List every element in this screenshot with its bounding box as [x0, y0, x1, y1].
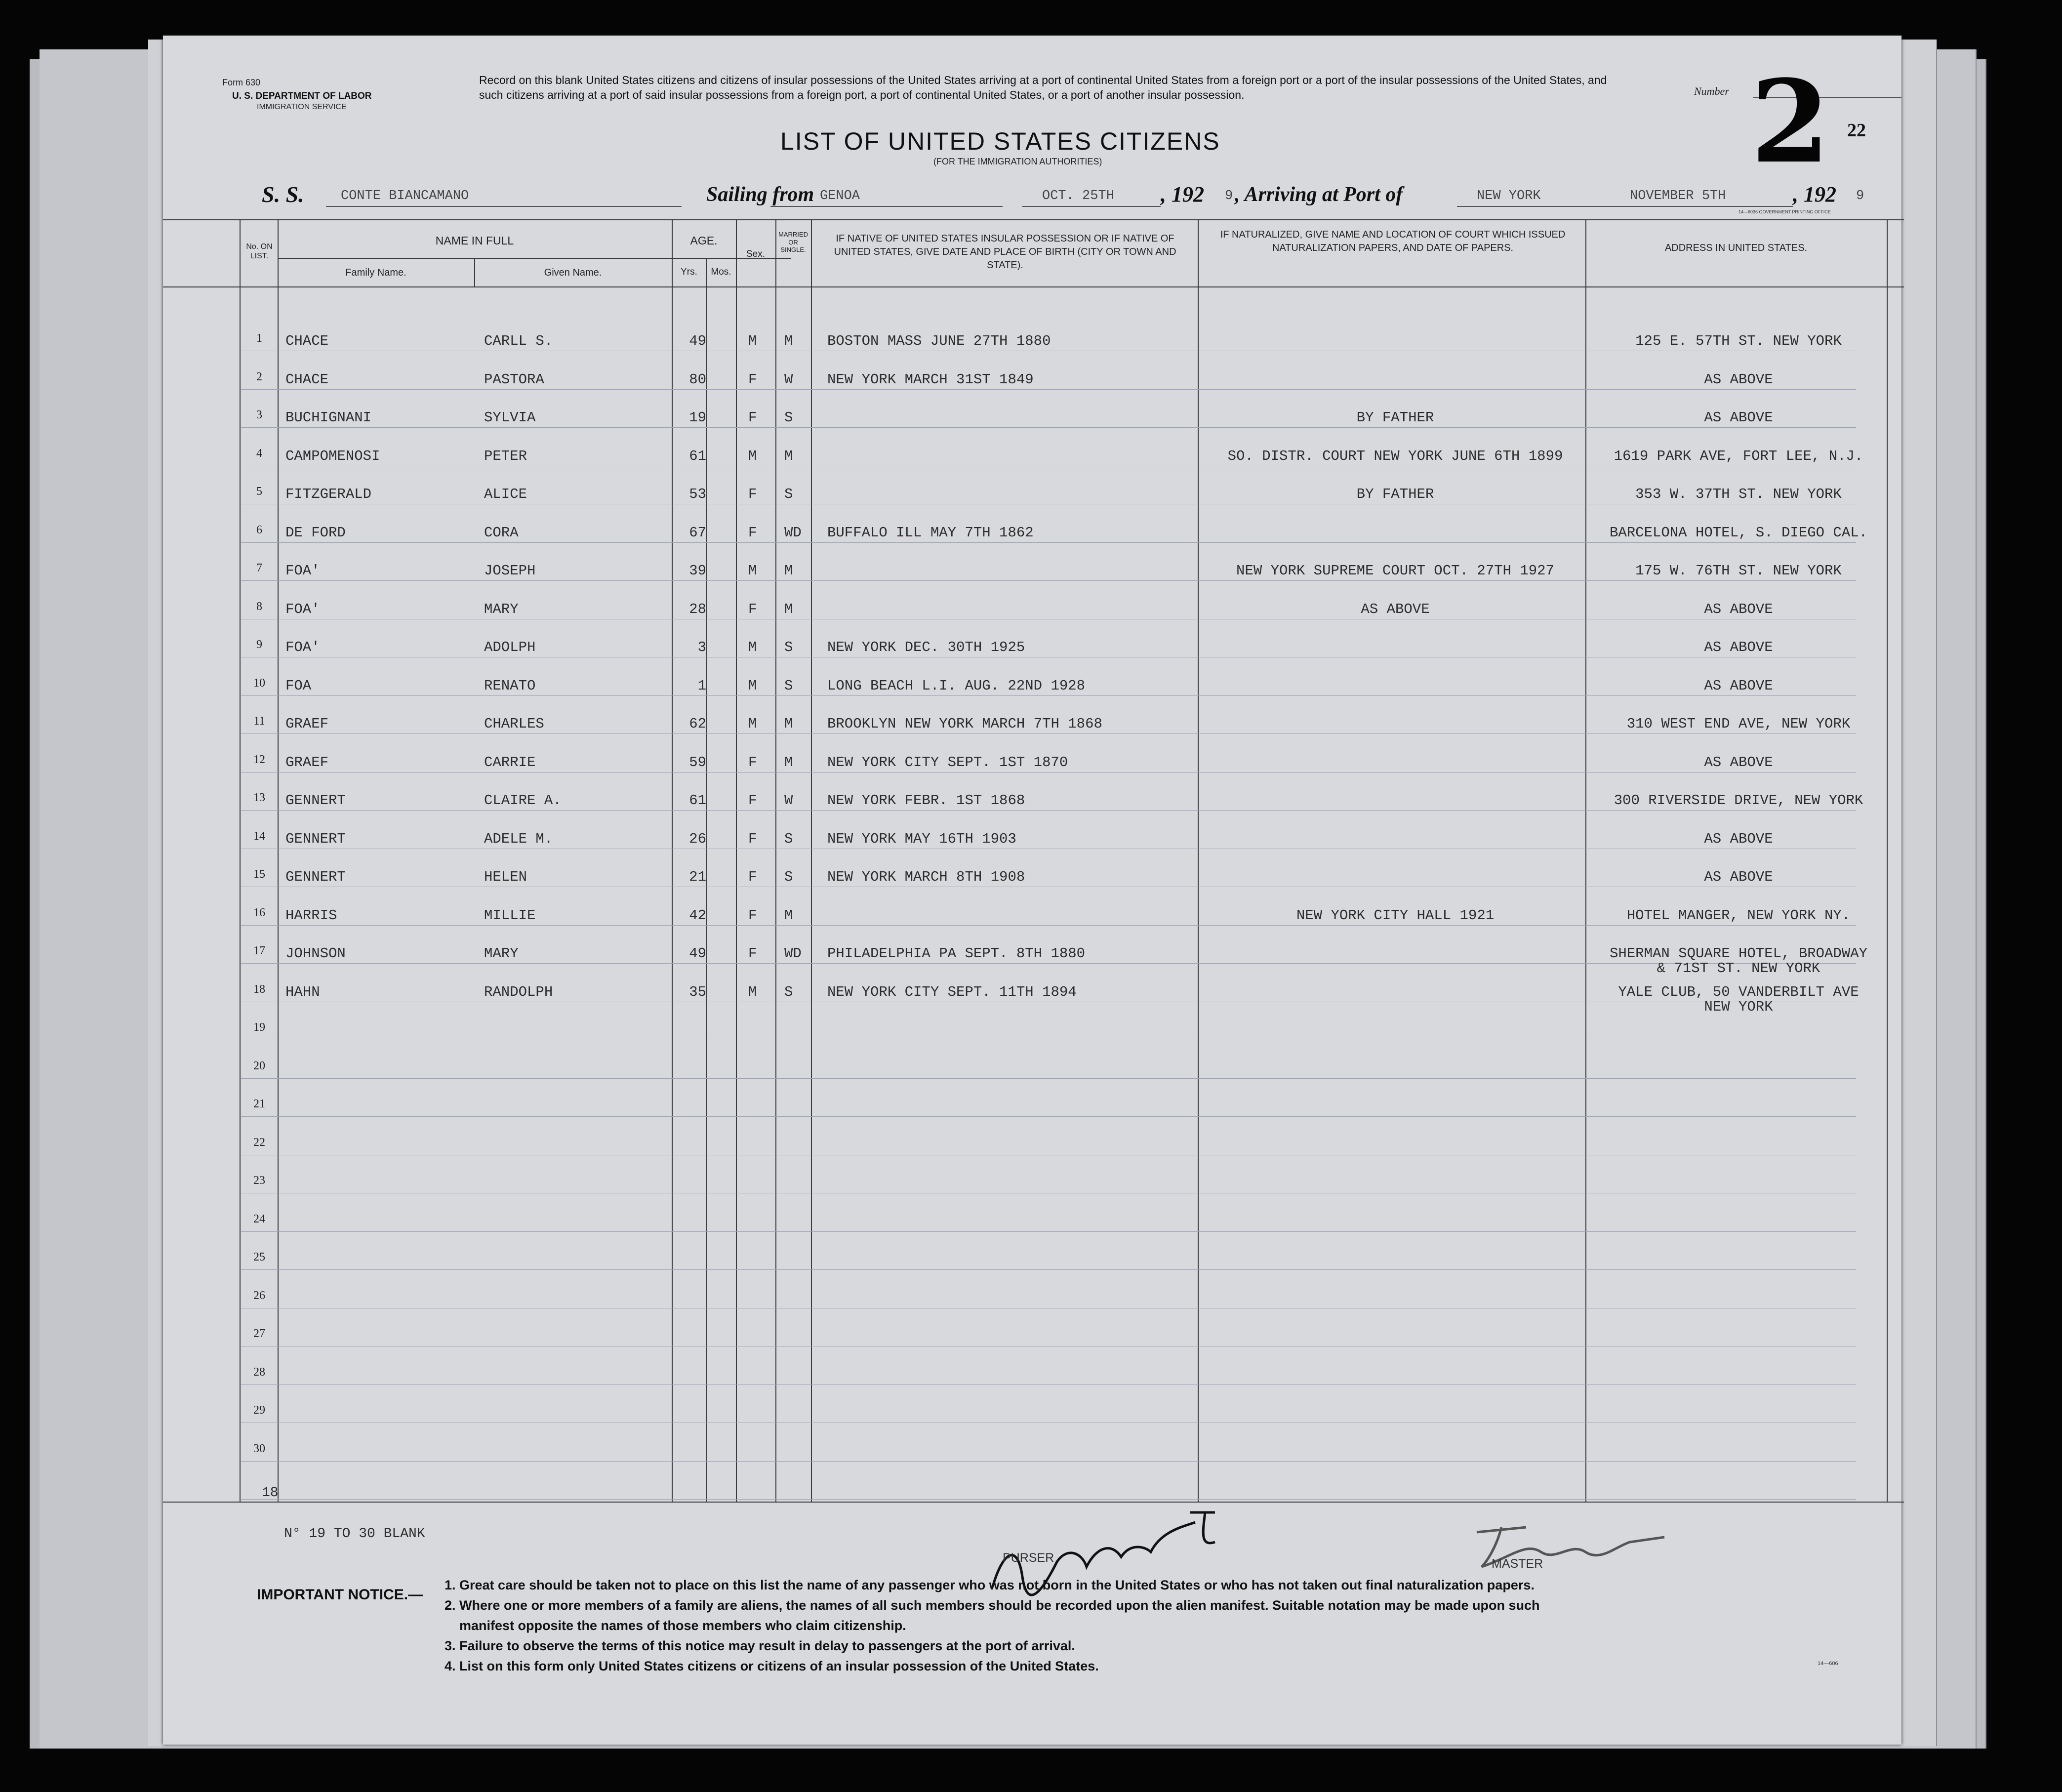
given-name: MARY: [484, 601, 519, 617]
marital-status: M: [784, 754, 793, 771]
notice-4: 4. List on this form only United States citizens or citizens of an insular possession of the United States.: [445, 1659, 1099, 1673]
row-number: 29: [253, 1404, 265, 1417]
row-number: 23: [253, 1174, 265, 1187]
address: AS ABOVE: [1704, 677, 1773, 694]
address: SHERMAN SQUARE HOTEL, BROADWAY: [1609, 945, 1868, 962]
sex: F: [748, 792, 757, 809]
age-years: 39: [689, 563, 706, 579]
port-to-underline: [1457, 206, 1793, 207]
year-to-prefix: , 192: [1793, 182, 1836, 206]
table-header-bottom: [163, 286, 1904, 287]
row-number: 20: [253, 1059, 265, 1072]
col-divider-family: [278, 219, 279, 1502]
address: AS ABOVE: [1704, 409, 1773, 426]
form-instructions: Record on this blank United States citizens and citizens of insular possessions of the United States arriving at a port of continental United States from a foreign port or a port of the insular possessions of the United States, and such citizens arriving at a port of said insular possessions from a foreign port, a port of continental United States, or a port of another insular possession.: [479, 74, 1607, 101]
address: 300 RIVERSIDE DRIVE, NEW YORK: [1614, 792, 1863, 809]
address: AS ABOVE: [1704, 869, 1773, 885]
col-divider-married: [811, 219, 812, 1502]
marital-status: S: [784, 409, 793, 426]
row-rule: [241, 810, 1856, 811]
age-years: 49: [689, 333, 706, 349]
col-divider-address: [1887, 219, 1888, 1502]
sex: F: [748, 869, 757, 885]
sex: M: [748, 448, 757, 464]
row-number: 8: [256, 600, 262, 613]
family-name: HAHN: [285, 983, 320, 1000]
row-rule: [241, 695, 1856, 696]
col-divider-age: [736, 219, 737, 1502]
given-name: MARY: [484, 945, 519, 962]
sex: M: [748, 563, 757, 579]
table-top-border: [163, 219, 1904, 220]
row-rule: [241, 427, 1856, 428]
row-number: 19: [253, 1021, 265, 1034]
age-years: 67: [689, 524, 706, 541]
sex: M: [748, 639, 757, 655]
age-years: 42: [689, 907, 706, 924]
marital-status: M: [784, 563, 793, 579]
given-name: ADOLPH: [484, 639, 536, 655]
marital-status: W: [784, 792, 793, 809]
sex: F: [748, 830, 757, 847]
row-number: 4: [256, 447, 262, 460]
birth-info: PHILADELPHIA PA SEPT. 8TH 1880: [827, 945, 1086, 962]
family-name: GRAEF: [285, 716, 329, 732]
date-to: NOVEMBER 5TH: [1630, 189, 1726, 204]
given-name: ADELE M.: [484, 830, 553, 847]
port-from: GENOA: [820, 189, 860, 204]
birth-info: NEW YORK MARCH 8TH 1908: [827, 869, 1025, 885]
family-name: DE FORD: [285, 524, 346, 541]
page-title: LIST OF UNITED STATES CITIZENS: [780, 127, 1220, 155]
marital-status: M: [784, 601, 793, 617]
header-family: Family Name.: [345, 267, 406, 278]
age-years: 3: [697, 639, 706, 655]
given-name: CORA: [484, 524, 519, 541]
row-number: 2: [256, 370, 262, 383]
family-name: FITZGERALD: [285, 486, 372, 502]
row-rule: [241, 1078, 1856, 1079]
notice-2: 2. Where one or more members of a family are aliens, the names of all such members should be recorded upon the alien manifest. Suitable notation may be made upon such: [445, 1598, 1540, 1613]
address: 175 W. 76TH ST. NEW YORK: [1635, 563, 1842, 579]
address-line-2: & 71ST ST. NEW YORK: [1657, 960, 1820, 977]
row-number: 17: [253, 944, 265, 957]
row-number: 11: [253, 715, 265, 728]
age-years: 53: [689, 486, 706, 502]
age-years: 21: [689, 869, 706, 885]
given-name: PASTORA: [484, 371, 544, 388]
given-name: ALICE: [484, 486, 527, 502]
row-number: 14: [253, 829, 265, 843]
row-rule: [241, 1269, 1856, 1270]
address: HOTEL MANGER, NEW YORK NY.: [1626, 907, 1851, 924]
sex: F: [748, 371, 757, 388]
address: AS ABOVE: [1704, 639, 1773, 655]
family-name: GENNERT: [285, 792, 346, 809]
family-name: JOHNSON: [285, 945, 346, 962]
row-rule: [241, 1231, 1856, 1232]
year-to: 9: [1856, 189, 1864, 204]
birth-info: NEW YORK FEBR. 1ST 1868: [827, 792, 1025, 809]
header-age: AGE.: [690, 234, 718, 247]
sex: F: [748, 945, 757, 962]
marital-status: S: [784, 486, 793, 502]
family-name: FOA': [285, 639, 320, 655]
row-number: 18: [253, 982, 265, 996]
sex: F: [748, 907, 757, 924]
blank-note: N° 19 TO 30 BLANK: [284, 1526, 425, 1542]
port-from-underline: [770, 206, 1003, 207]
birth-info: NEW YORK MARCH 31ST 1849: [827, 371, 1034, 388]
age-years: 35: [689, 983, 706, 1000]
address: 310 WEST END AVE, NEW YORK: [1626, 716, 1851, 732]
header-naturalized: IF NATURALIZED, GIVE NAME AND LOCATION OF COURT WHICH ISSUED NATURALIZATION PAPERS, AND DATE OF PAPERS.: [1220, 229, 1566, 253]
sex: F: [748, 409, 757, 426]
row-number: 27: [253, 1327, 265, 1340]
year-from-prefix: , 192: [1161, 182, 1204, 206]
sailing-label: Sailing from: [706, 183, 814, 206]
row-number: 12: [253, 753, 265, 766]
birth-info: NEW YORK CITY SEPT. 1ST 1870: [827, 754, 1068, 771]
family-name: FOA: [285, 677, 312, 694]
given-name: CARLL S.: [484, 333, 553, 349]
date-from-underline: [1022, 206, 1161, 207]
age-years: 80: [689, 371, 706, 388]
family-name: FOA': [285, 563, 320, 579]
row-rule: [241, 772, 1856, 773]
row-rule: [241, 580, 1856, 581]
age-years: 28: [689, 601, 706, 617]
row-number: 21: [253, 1098, 265, 1110]
marital-status: M: [784, 716, 793, 732]
ship-underline: [326, 206, 682, 207]
row-number: 7: [256, 562, 262, 574]
birth-info: NEW YORK CITY SEPT. 11TH 1894: [827, 983, 1077, 1000]
family-name: GENNERT: [285, 830, 346, 847]
naturalization-info: NEW YORK CITY HALL 1921: [1296, 907, 1495, 924]
address: 125 E. 57TH ST. NEW YORK: [1635, 333, 1842, 349]
ship-name: CONTE BIANCAMANO: [341, 189, 469, 204]
number-label: Number: [1694, 85, 1729, 97]
row-number: 30: [253, 1442, 265, 1455]
given-name: CARRIE: [484, 754, 536, 771]
row-number: 24: [253, 1212, 265, 1225]
row-rule: [241, 389, 1856, 390]
given-name: RENATO: [484, 677, 536, 694]
address: 1619 PARK AVE, FORT LEE, N.J.: [1614, 448, 1863, 464]
age-years: 49: [689, 945, 706, 962]
given-name: RANDOLPH: [484, 983, 553, 1000]
birth-info: BOSTON MASS JUNE 27TH 1880: [827, 333, 1051, 349]
marital-status: S: [784, 830, 793, 847]
row-number: 3: [256, 408, 262, 421]
row-rule: [241, 1116, 1856, 1117]
age-years: 62: [689, 716, 706, 732]
col-divider-mos: [706, 258, 707, 1502]
age-years: 19: [689, 409, 706, 426]
age-years: 59: [689, 754, 706, 771]
sex: F: [748, 754, 757, 771]
row-number: 26: [253, 1289, 265, 1302]
row-number: 25: [253, 1251, 265, 1263]
number-value: 2: [1751, 55, 1830, 189]
department-label: U. S. DEPARTMENT OF LABOR: [232, 91, 372, 101]
master-label: MASTER: [1492, 1557, 1543, 1571]
family-name: GENNERT: [285, 869, 346, 885]
marital-status: WD: [784, 524, 802, 541]
row-rule: [241, 733, 1856, 734]
address: AS ABOVE: [1704, 601, 1773, 617]
header-address: ADDRESS IN UNITED STATES.: [1664, 243, 1808, 253]
naturalization-info: NEW YORK SUPREME COURT OCT. 27TH 1927: [1236, 563, 1554, 579]
row-number: 22: [253, 1136, 265, 1149]
family-name: FOA': [285, 601, 320, 617]
given-name: HELEN: [484, 869, 527, 885]
marital-status: S: [784, 983, 793, 1000]
purser-label: PURSER: [1003, 1551, 1054, 1565]
address: BARCELONA HOTEL, S. DIEGO CAL.: [1609, 524, 1868, 541]
sex: M: [748, 716, 757, 732]
given-name: SYLVIA: [484, 409, 536, 426]
row-number: 6: [256, 523, 262, 536]
sex: F: [748, 601, 757, 617]
marital-status: WD: [784, 945, 802, 962]
col-divider-sex: [775, 219, 776, 1502]
address: 353 W. 37TH ST. NEW YORK: [1635, 486, 1842, 502]
age-years: 1: [697, 677, 706, 694]
row-number: 16: [253, 906, 265, 919]
birth-info: NEW YORK DEC. 30TH 1925: [827, 639, 1025, 655]
age-years: 61: [689, 448, 706, 464]
service-label: IMMIGRATION SERVICE: [257, 103, 347, 111]
port-to: NEW YORK: [1477, 189, 1541, 204]
birth-info: BUFFALO ILL MAY 7TH 1862: [827, 524, 1034, 541]
marital-status: S: [784, 869, 793, 885]
header-yrs: Yrs.: [681, 267, 697, 277]
sex: F: [748, 524, 757, 541]
page-number: 22: [1847, 120, 1866, 141]
family-name: GRAEF: [285, 754, 329, 771]
ss-label: S. S.: [262, 182, 304, 207]
print-mark: 14—6036 GOVERNMENT PRINTING OFFICE: [1739, 209, 1831, 214]
family-name: BUCHIGNANI: [285, 409, 372, 426]
sex: F: [748, 486, 757, 502]
given-name: MILLIE: [484, 907, 536, 924]
birth-info: NEW YORK MAY 16TH 1903: [827, 830, 1016, 847]
age-subheader-line: [672, 258, 736, 259]
header-given: Given Name.: [544, 267, 602, 278]
address: AS ABOVE: [1704, 754, 1773, 771]
family-name: HARRIS: [285, 907, 337, 924]
date-from: OCT. 25TH: [1042, 189, 1114, 204]
address-line-2: NEW YORK: [1704, 998, 1773, 1015]
marital-status: S: [784, 677, 793, 694]
total-count: 18: [262, 1485, 279, 1501]
given-name: JOSEPH: [484, 563, 536, 579]
form-number: Form 630: [222, 78, 261, 87]
header-no: No. ON LIST.: [246, 243, 273, 261]
address: YALE CLUB, 50 VANDERBILT AVE: [1618, 983, 1859, 1000]
family-name: CAMPOMENOSI: [285, 448, 380, 464]
marital-status: W: [784, 371, 793, 388]
birth-info: BROOKLYN NEW YORK MARCH 7TH 1868: [827, 716, 1102, 732]
family-name: CHACE: [285, 371, 329, 388]
row-number: 1: [256, 332, 262, 345]
notice-2-cont: manifest opposite the names of those members who claim citizenship.: [459, 1618, 906, 1633]
age-years: 61: [689, 792, 706, 809]
arriving-label: , Arriving at Port of: [1235, 183, 1403, 206]
year-from: 9: [1225, 189, 1233, 204]
header-birth: IF NATIVE OF UNITED STATES INSULAR POSSESSION OR IF NATIVE OF UNITED STATES, GIVE DATE AND PLACE OF BIRTH (CITY OR TOWN AND STATE).: [834, 233, 1176, 271]
form-code: 14—606: [1818, 1661, 1838, 1667]
given-name: PETER: [484, 448, 527, 464]
header-name-in-full: NAME IN FULL: [435, 234, 514, 247]
row-number: 15: [253, 868, 265, 881]
page-subtitle: (FOR THE IMMIGRATION AUTHORITIES): [933, 157, 1102, 166]
given-name: CHARLES: [484, 716, 544, 732]
marital-status: M: [784, 448, 793, 464]
family-name: CHACE: [285, 333, 329, 349]
notice-1: 1. Great care should be taken not to place on this list the name of any passenger who was not born in the United States or who has not taken out final naturalization papers.: [445, 1578, 1535, 1592]
marital-status: M: [784, 907, 793, 924]
address: AS ABOVE: [1704, 830, 1773, 847]
sex: M: [748, 333, 757, 349]
notice-title: IMPORTANT NOTICE.—: [257, 1587, 423, 1603]
row-rule: [241, 542, 1856, 543]
marital-status: S: [784, 639, 793, 655]
naturalization-info: BY FATHER: [1356, 486, 1434, 502]
naturalization-info: AS ABOVE: [1361, 601, 1430, 617]
marital-status: M: [784, 333, 793, 349]
col-divider-no: [240, 219, 241, 1502]
naturalization-info: BY FATHER: [1356, 409, 1434, 426]
row-number: 5: [256, 485, 262, 498]
row-rule: [241, 1461, 1856, 1462]
header-sex: Sex.: [746, 249, 766, 259]
notice-3: 3. Failure to observe the terms of this notice may result in delay to passengers at the port of arrival.: [445, 1638, 1075, 1653]
document-page: [163, 36, 1901, 1745]
row-number: 10: [253, 676, 265, 690]
address: AS ABOVE: [1704, 371, 1773, 388]
birth-info: LONG BEACH L.I. AUG. 22ND 1928: [827, 677, 1086, 694]
row-number: 9: [256, 638, 262, 651]
age-years: 26: [689, 830, 706, 847]
header-married: MARRIED OR SINGLE.: [778, 231, 808, 254]
sex: M: [748, 677, 757, 694]
naturalization-info: SO. DISTR. COURT NEW YORK JUNE 6TH 1899: [1227, 448, 1563, 464]
sex: M: [748, 983, 757, 1000]
col-divider-birth: [1198, 219, 1199, 1502]
given-name: CLAIRE A.: [484, 792, 562, 809]
row-number: 13: [253, 791, 265, 804]
row-rule: [241, 925, 1856, 926]
col-divider-naturalized: [1585, 219, 1586, 1502]
header-mos: Mos.: [711, 267, 731, 277]
row-number: 28: [253, 1365, 265, 1379]
